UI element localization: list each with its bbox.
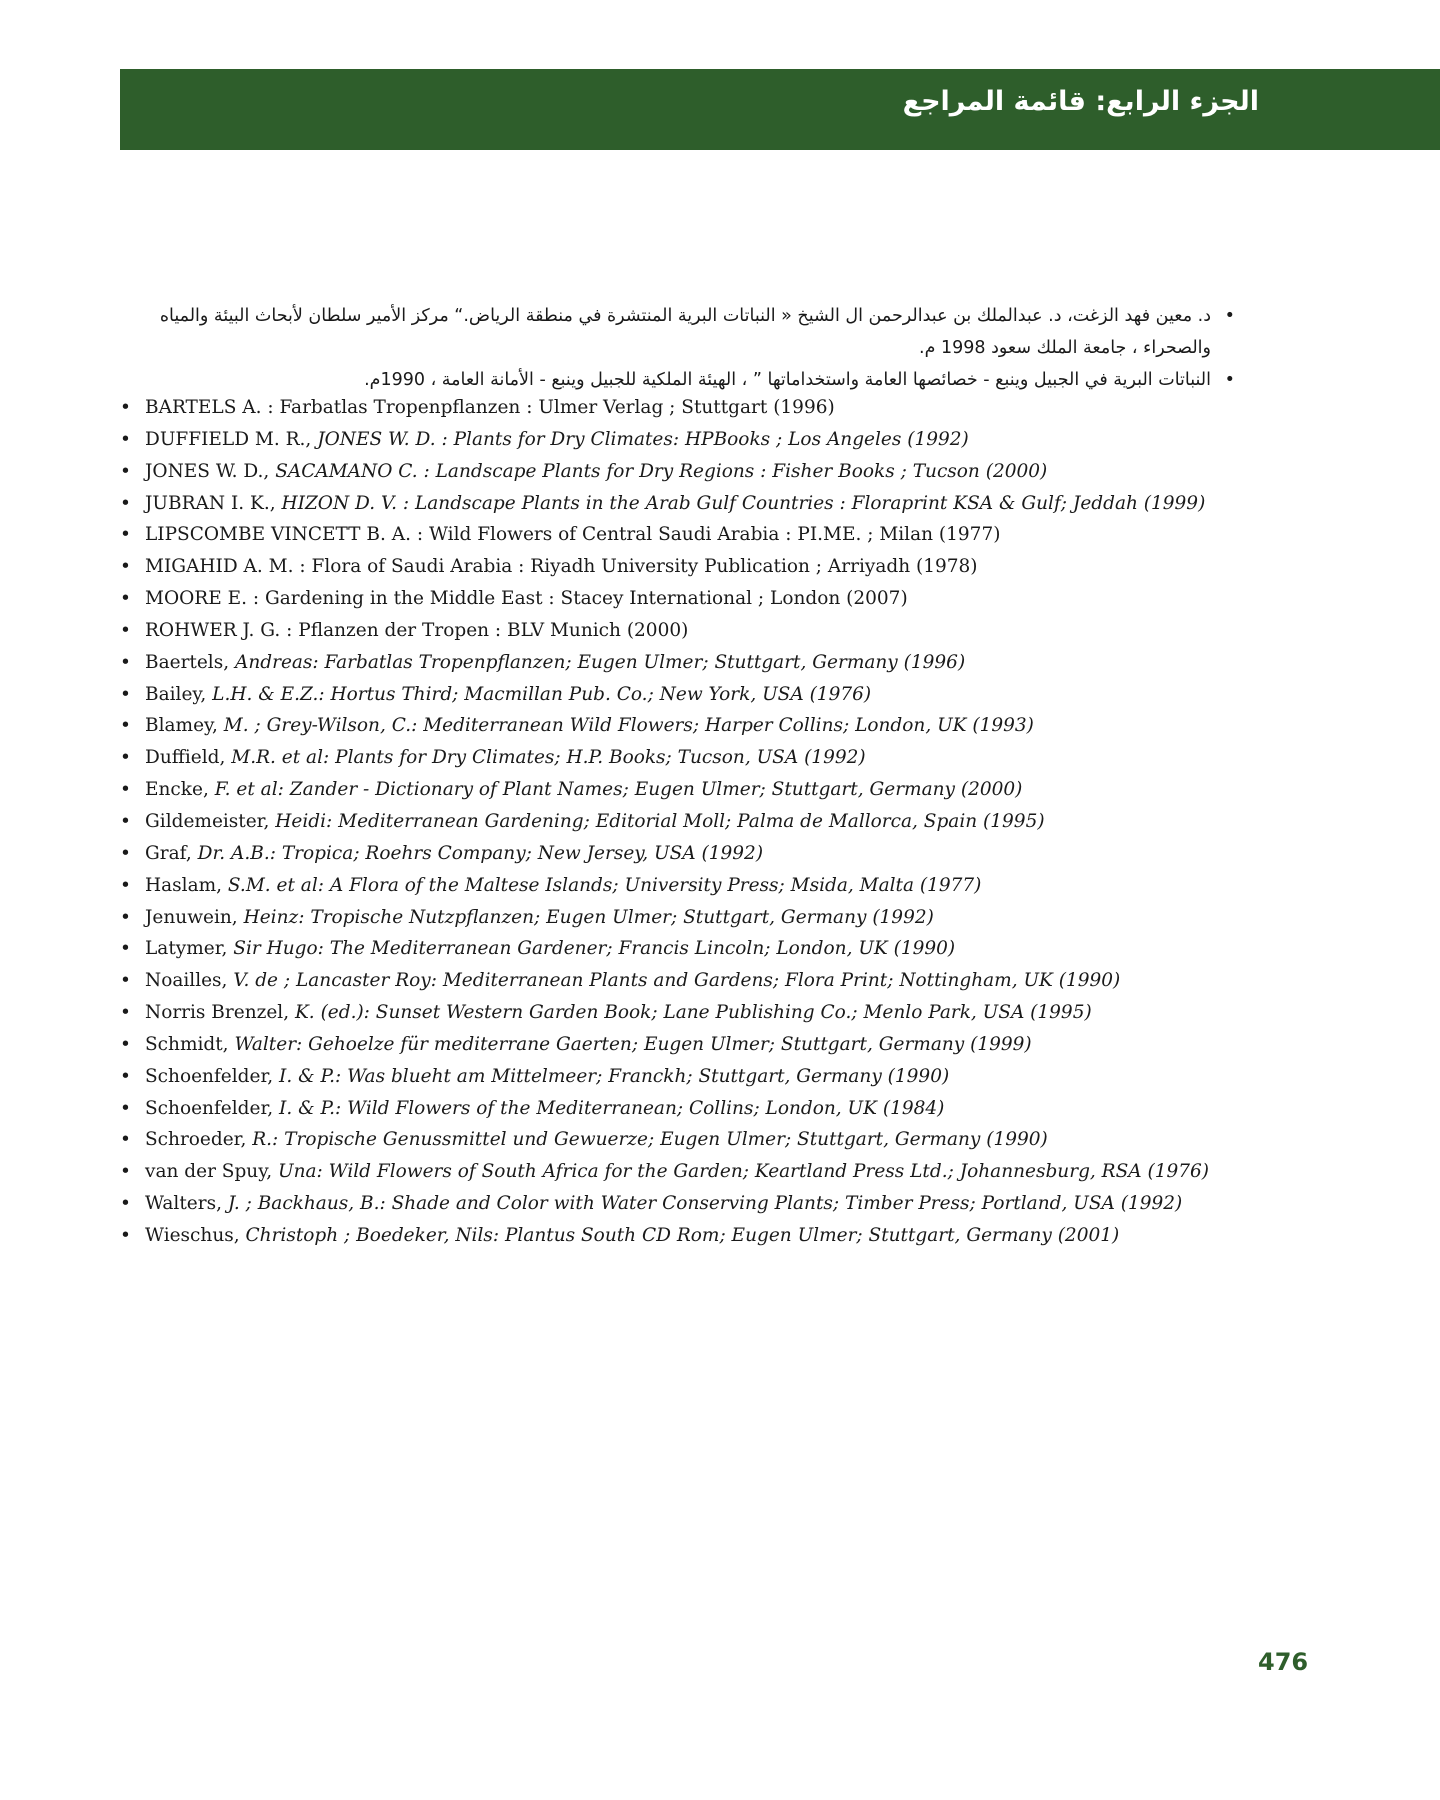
reference-plain-text: Walters,	[145, 1193, 228, 1215]
reference-item	[120, 1061, 1220, 1093]
reference-italic-text: JONES W. D. : Plants for Dry Climates: HPBooks ; Los Angeles (1992)	[317, 428, 969, 450]
reference-plain-text: Duffield,	[145, 747, 232, 769]
reference-plain-text: van der Spuy,	[145, 1161, 278, 1183]
reference-item	[120, 774, 1220, 806]
reference-plain-text: MIGAHID A. M. : Flora of Saudi Arabia : Riyadh University Publication ; Arriyadh (1978)	[145, 556, 978, 578]
reference-italic-text: HIZON D. V. : Landscape Plants in the Arab Gulf Countries : Floraprint KSA & Gulf; Jeddah (1999)	[281, 492, 1206, 514]
reference-italic-text: I. & P.: Was blueht am Mittelmeer; Franckh; Stuttgart, Germany (1990)	[279, 1065, 950, 1087]
reference-plain-text: Haslam,	[145, 874, 228, 896]
reference-italic-text: M. ; Grey-Wilson, C.: Mediterranean Wild Flowers; Harper Collins; London, UK (1993)	[223, 715, 1034, 737]
reference-italic-text: Heidi: Mediterranean Gardening; Editorial Moll; Palma de Mallorca, Spain (1995)	[275, 810, 1045, 832]
reference-italic-text: R.: Tropische Genussmittel und Gewuerze; Eugen Ulmer; Stuttgart, Germany (1990)	[252, 1129, 1048, 1151]
reference-italic-text: Sir Hugo: The Mediterranean Gardener; Francis Lincoln; London, UK (1990)	[233, 938, 956, 960]
reference-italic-text: M.R. et al: Plants for Dry Climates; H.P. Books; Tucson, USA (1992)	[231, 747, 866, 769]
reference-plain-text: JONES W. D.,	[145, 460, 276, 482]
reference-item	[120, 806, 1220, 838]
reference-item	[120, 1029, 1220, 1061]
reference-italic-text: Christoph ; Boedeker, Nils: Plantus South CD Rom; Eugen Ulmer; Stuttgart, Germany (2001)	[245, 1224, 1120, 1246]
reference-plain-text: Encke,	[145, 779, 215, 801]
reference-item	[120, 679, 1220, 711]
english-reference-list	[120, 392, 1220, 1252]
reference-item	[120, 1093, 1220, 1125]
reference-plain-text: JUBRAN I. K.,	[145, 492, 282, 514]
reference-italic-text: L.H. & E.Z.: Hortus Third; Macmillan Pub. Co.; New York, USA (1976)	[212, 683, 872, 705]
reference-plain-text: ROHWER J. G. : Pflanzen der Tropen : BLV Munich (2000)	[145, 619, 689, 641]
reference-italic-text: SACAMANO C. : Landscape Plants for Dry Regions : Fisher Books ; Tucson (2000)	[275, 460, 1048, 482]
reference-item	[120, 902, 1220, 934]
reference-item	[120, 519, 1220, 551]
arabic-reference-item: • النباتات البرية في الجبيل وينبع - خصائصها العامة واستخداماتها ” ، الهيئة الملكية للجبيل وينبع - الأمانة العامة ، 1990م.	[120, 364, 1235, 396]
reference-italic-text: Una: Wild Flowers of South Africa for the Garden; Keartland Press Ltd.; Johannesburg, RSA (1976)	[277, 1161, 1210, 1183]
page-title: الجزء الرابع: قائمة المراجع	[902, 86, 1259, 117]
reference-plain-text: Noailles,	[145, 970, 234, 992]
reference-italic-text: K. (ed.): Sunset Western Garden Book; Lane Publishing Co.; Menlo Park, USA (1995)	[294, 1002, 1092, 1024]
reference-item	[120, 551, 1220, 583]
reference-plain-text: Schoenfelder,	[145, 1097, 280, 1119]
reference-plain-text: MOORE E. : Gardening in the Middle East : Stacey International ; London (2007)	[145, 588, 908, 610]
reference-plain-text: BARTELS A. : Farbatlas Tropenpflanzen : Ulmer Verlag ; Stuttgart (1996)	[145, 397, 835, 418]
reference-plain-text: LIPSCOMBE VINCETT B. A. : Wild Flowers of Central Saudi Arabia : PI.ME. ; Milan (1977)	[145, 524, 1001, 546]
reference-item	[120, 710, 1220, 742]
reference-item	[120, 1220, 1220, 1252]
reference-item	[120, 456, 1220, 488]
reference-item	[120, 583, 1220, 615]
page-number: 476	[1258, 1648, 1309, 1676]
reference-plain-text: Bailey,	[145, 683, 213, 705]
reference-item	[120, 488, 1220, 520]
reference-plain-text: Blamey,	[145, 715, 224, 737]
reference-italic-text: Walter: Gehoelze für mediterrane Gaerten; Eugen Ulmer; Stuttgart, Germany (1999)	[234, 1033, 1032, 1055]
reference-item	[120, 838, 1220, 870]
reference-italic-text: Heinz: Tropische Nutzpflanzen; Eugen Ulmer; Stuttgart, Germany (1992)	[243, 906, 934, 928]
reference-plain-text: Graf,	[145, 842, 198, 864]
reference-item	[120, 392, 1220, 424]
reference-plain-text: Norris Brenzel,	[145, 1002, 295, 1024]
reference-plain-text: Jenuwein,	[145, 906, 244, 928]
reference-plain-text: Schoenfelder,	[145, 1065, 280, 1087]
arabic-reference-list	[120, 300, 1235, 396]
reference-item	[120, 965, 1220, 997]
reference-italic-text: F. et al: Zander - Dictionary of Plant Names; Eugen Ulmer; Stuttgart, Germany (2000)	[214, 779, 1023, 801]
reference-plain-text: DUFFIELD M. R.,	[145, 428, 318, 450]
reference-item	[120, 647, 1220, 679]
reference-item	[120, 933, 1220, 965]
reference-item	[120, 424, 1220, 456]
reference-item	[120, 742, 1220, 774]
reference-item	[120, 615, 1220, 647]
reference-item	[120, 1124, 1220, 1156]
reference-plain-text: Latymer,	[145, 938, 234, 960]
reference-italic-text: V. de ; Lancaster Roy: Mediterranean Plants and Gardens; Flora Print; Nottingham, UK (1990)	[233, 970, 1121, 992]
reference-italic-text: Dr. A.B.: Tropica; Roehrs Company; New Jersey, USA (1992)	[197, 842, 764, 864]
reference-italic-text: I. & P.: Wild Flowers of the Mediterranean; Collins; London, UK (1984)	[279, 1097, 945, 1119]
arabic-reference-item: • د. معين فهد الزغت، د. عبدالملك بن عبدالرحمن ال الشيخ « النباتات البرية المنتشرة في منطقة الرياض.“ مركز الأمير سلطان لأبحاث البيئة والمياه والصحراء ، جامعة الملك سعود 1998 م.	[120, 300, 1235, 364]
reference-italic-text: S.M. et al: A Flora of the Maltese Islands; University Press; Msida, Malta (1977)	[227, 874, 982, 896]
reference-italic-text: J. ; Backhaus, B.: Shade and Color with Water Conserving Plants; Timber Press; Portland, USA (1992)	[227, 1193, 1183, 1215]
reference-plain-text: Gildemeister,	[145, 810, 276, 832]
reference-item	[120, 1188, 1220, 1220]
reference-plain-text: Schroeder,	[145, 1129, 253, 1151]
reference-item	[120, 997, 1220, 1029]
reference-item	[120, 870, 1220, 902]
reference-plain-text: Schmidt,	[145, 1033, 235, 1055]
reference-item	[120, 1156, 1220, 1188]
reference-italic-text: Andreas: Farbatlas Tropenpflanzen; Eugen Ulmer; Stuttgart, Germany (1996)	[234, 651, 966, 673]
reference-plain-text: Wieschus,	[145, 1224, 246, 1246]
reference-plain-text: Baertels,	[145, 651, 235, 673]
